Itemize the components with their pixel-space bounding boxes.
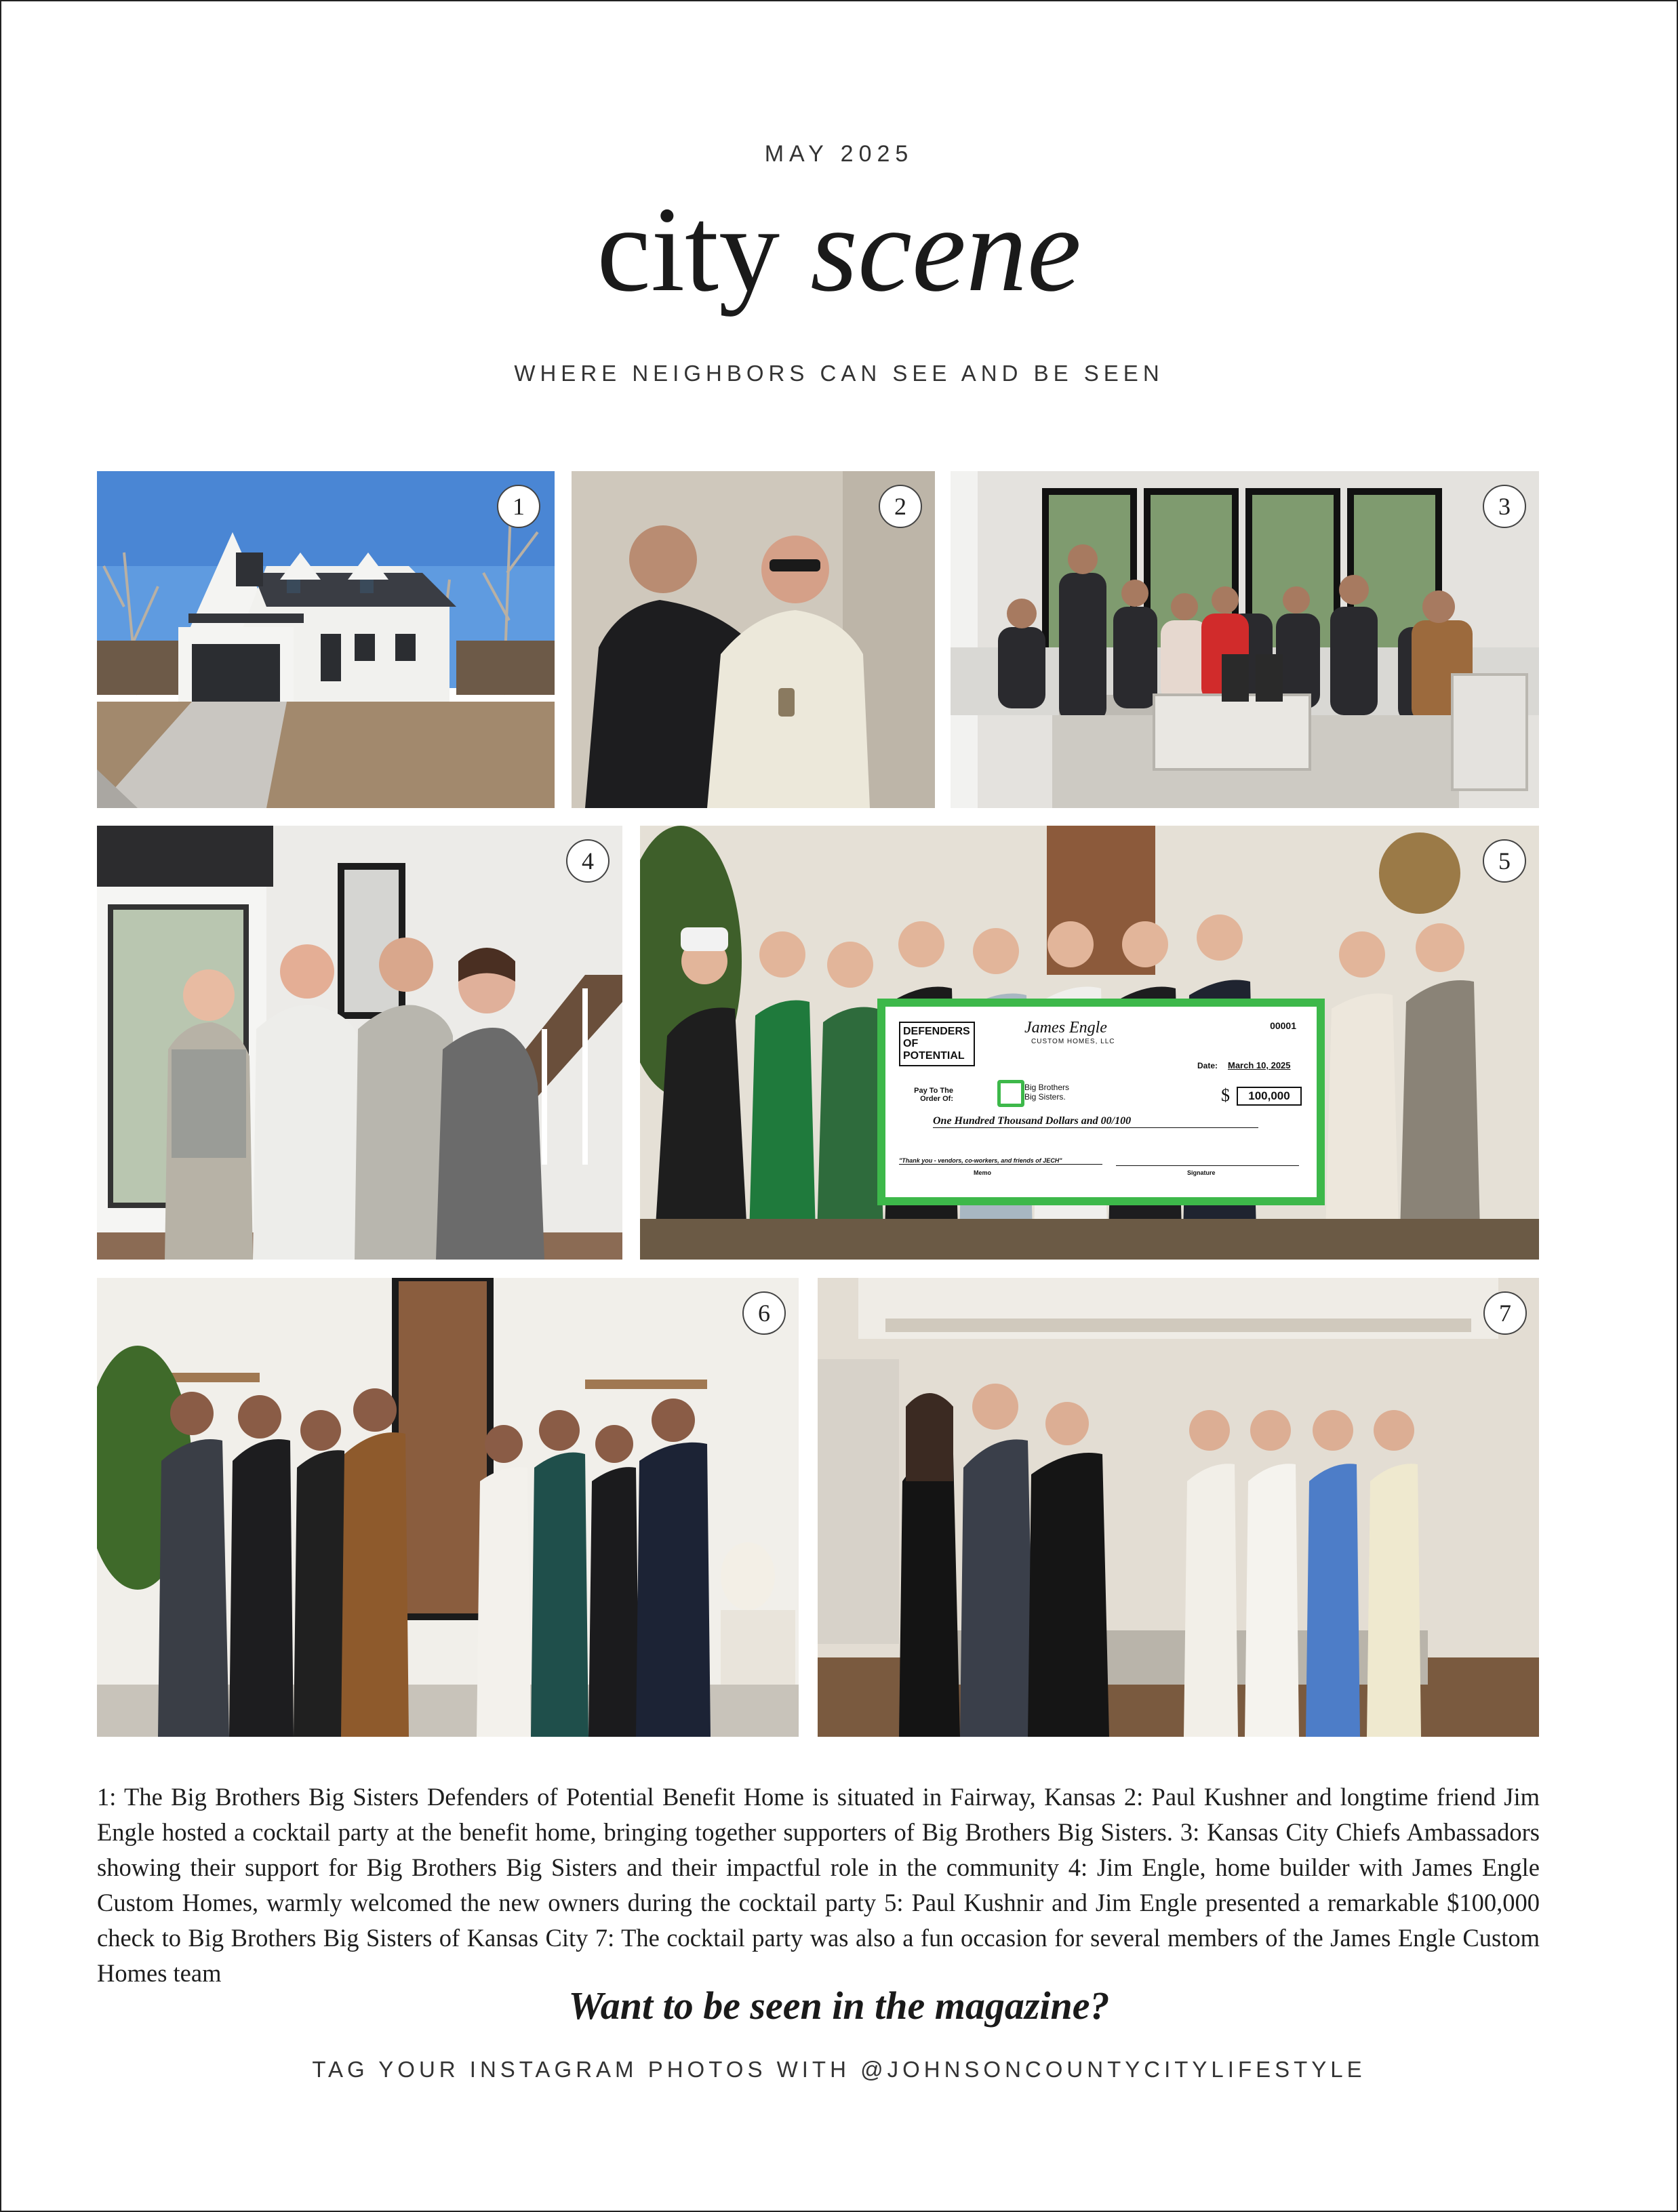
photo-3[interactable] bbox=[951, 471, 1539, 808]
check-dollar-sign: $ bbox=[1221, 1085, 1230, 1105]
photo-number-badge: 5 bbox=[1483, 839, 1526, 883]
photo-4[interactable] bbox=[97, 826, 622, 1260]
check-payee: Big Brothers Big Sisters. bbox=[1024, 1083, 1070, 1102]
check-number: 00001 bbox=[1270, 1020, 1296, 1031]
check-memo: "Thank you - vendors, co-workers, and friends of JECH" bbox=[899, 1157, 1102, 1165]
check-org: DEFENDERS OF POTENTIAL bbox=[899, 1022, 975, 1066]
photo-number-badge: 3 bbox=[1483, 485, 1526, 528]
photo-captions: 1: The Big Brothers Big Sisters Defenders of Potential Benefit Home is situated in Fairway, Kansas 2: Paul Kushner and longtime friend Jim Engle hosted a cocktail party at the benefit home, bringing together supporters of Big Brothers Big Sisters. 3: Kansas City Chiefs Ambassadors showing their support for Big Brothers Big Sisters and their impactful role in the community 4: Jim Engle, home builder with James Engle Custom Homes, warmly welcomed the new owners during the cocktail party 5: Paul Kushnir and Jim Engle presented a remarkable $100,000 check to Big Brothers Big Sisters of Kansas City 7: The cocktail party was also a fun occasion for several members of the James Engle Custom Homes team bbox=[97, 1783, 1540, 1987]
check-builder-sub: CUSTOM HOMES, LLC bbox=[1031, 1038, 1115, 1045]
check-payee-logo-icon bbox=[997, 1080, 1024, 1107]
living-room-group-image bbox=[97, 1278, 799, 1737]
photo-number-badge: 1 bbox=[497, 485, 540, 528]
call-to-action: Want to be seen in the magazine? bbox=[568, 1984, 1110, 2028]
check-date-label: Date: bbox=[1197, 1061, 1218, 1070]
section-title bbox=[0, 182, 1678, 317]
check-signature-line bbox=[1116, 1165, 1299, 1166]
instagram-tag-line[interactable]: TAG YOUR INSTAGRAM PHOTOS WITH @JOHNSONCOUNTYCITYLIFESTYLE bbox=[312, 2057, 1366, 2082]
porch-group-image bbox=[951, 471, 1539, 808]
check-signature-label: Signature bbox=[1187, 1169, 1216, 1176]
photo-number-badge: 2 bbox=[879, 485, 922, 528]
check-memo-label: Memo bbox=[974, 1169, 992, 1176]
check-amount: 100,000 bbox=[1237, 1087, 1302, 1106]
check-amount-words: One Hundred Thousand Dollars and 00/100 bbox=[933, 1115, 1258, 1128]
photo-6[interactable] bbox=[97, 1278, 799, 1737]
issue-date: MAY 2025 bbox=[764, 141, 914, 167]
photo-5[interactable] bbox=[640, 826, 1539, 1260]
check-builder: James Engle bbox=[1024, 1019, 1107, 1037]
check-pay-to: Pay To The Order Of: bbox=[914, 1087, 953, 1103]
section-subtitle: WHERE NEIGHBORS CAN SEE AND BE SEEN bbox=[514, 361, 1164, 386]
photo-number-badge: 4 bbox=[566, 839, 610, 883]
custom-homes-team-image bbox=[818, 1278, 1539, 1737]
photo-2[interactable] bbox=[572, 471, 935, 808]
check-date: March 10, 2025 bbox=[1228, 1060, 1291, 1070]
builder-with-owners-image bbox=[97, 826, 622, 1260]
photo-1[interactable] bbox=[97, 471, 555, 808]
title-regular: city bbox=[597, 182, 780, 317]
photo-number-badge: 6 bbox=[742, 1291, 786, 1335]
photo-7[interactable] bbox=[818, 1278, 1539, 1737]
photo-number-badge: 7 bbox=[1483, 1291, 1527, 1335]
two-hosts-image bbox=[572, 471, 935, 808]
check bbox=[885, 1007, 1317, 1197]
title-italic: scene bbox=[810, 182, 1081, 317]
house-exterior-image bbox=[97, 471, 555, 808]
